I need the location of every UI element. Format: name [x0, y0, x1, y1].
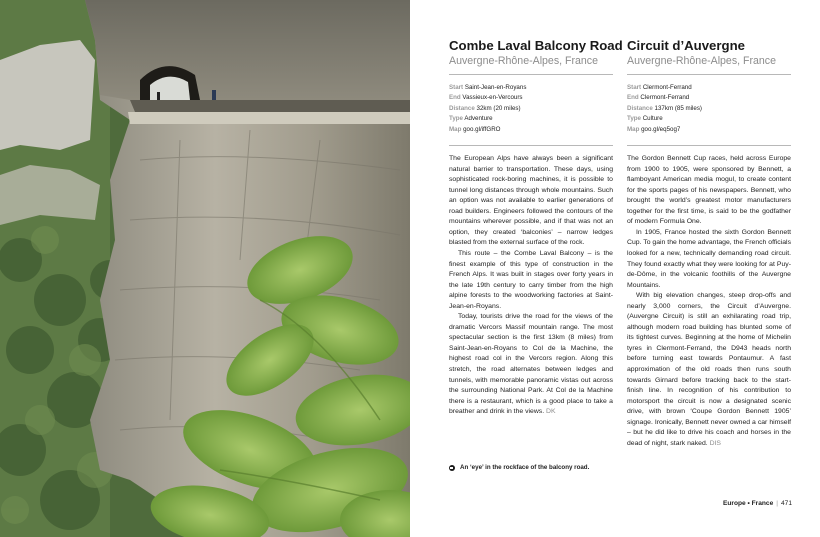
circuit-auvergne-article — [627, 38, 791, 449]
divider — [449, 145, 613, 146]
info-type: Type Adventure — [449, 115, 493, 123]
divider — [449, 74, 613, 75]
info-map: Map goo.gl/eq5og7 — [627, 125, 681, 133]
info-start: Start Clermont-Ferrand — [627, 84, 692, 91]
caption-arrow-icon — [449, 465, 455, 471]
article-body — [449, 154, 613, 418]
paragraph: The Gordon Bennett Cup races, held across Europe from 1900 to 1905, were sponsored by Bennett, a flamboyant American media mogul, to create content for the sports pages of his newspapers. Bennett, who brought the world’s greatest motor manufacturers together for the first time, is said to be the godfather of modern Formula One. — [627, 155, 791, 226]
info-distance: Distance 32km (20 miles) — [449, 104, 521, 112]
photo-caption — [449, 464, 619, 471]
info-distance: Distance 137km (85 miles) — [627, 104, 702, 112]
section-label: Europe • France — [722, 500, 774, 507]
paragraph: With big elevation changes, steep drop-offs and nearly 3,000 corners, the Circuit d’Auvergne. (Auvergne Circuit) is still an exhilarating road trip, although modern road building has blunted some of its tightest curves. Beginning at the home of Michelin tyres in Clermont-Ferrand, the D943 heads north before turning east towards Pontaumur. A fast approximation of the old roads then runs south towards Girnard before tracking back to the start-finish line. In recognition of his contribution to motorsport the circuit is now a designated scenic drive, with brown ‘Coupe Gordon Bennett 1905’ signage. Ironically, Bennett never owned a car himself – but he did like to drive his coach and horses in the dead of night, stark naked. DIS — [627, 292, 791, 447]
route-info — [449, 83, 613, 135]
caption-text: An ‘eye’ in the rockface of the balcony road. — [460, 464, 590, 471]
info-end: End Clermont-Ferrand — [627, 94, 690, 102]
paragraph: This route – the Combe Laval Balcony – is the finest example of this type of construction in the French Alps. It was built in stages over forty years in the late 19th century to carry timber from the high alpine forests to the woodworking factories at Saint-Jean-en-Royans. — [449, 249, 613, 310]
article-title: Combe Laval Balcony Road — [449, 38, 623, 53]
article-region: Auvergne-Rhône-Alpes, France — [449, 55, 598, 67]
info-type: Type Culture — [627, 115, 663, 123]
info-map: Map goo.gl/iffGRO — [449, 125, 501, 133]
article-region: Auvergne-Rhône-Alpes, France — [627, 55, 776, 67]
paragraph: Today, tourists drive the road for the views of the dramatic Vercors Massif mountain range. The most spectacular section is the first 13km (8 miles) from Saint-Jean-en-Royans to Col de la Machine, the highest road col in the Vercors region. Along this stretch, the road alternates between ledges and tunnels, with memorable panoramic vistas out across the surrounding National Park. At Col de la Machine there is a restaurant, which is a good place to take a breather and drink in the views. DK — [449, 313, 613, 416]
author-initials: DIS — [709, 439, 721, 447]
divider — [627, 145, 791, 146]
text-page — [410, 0, 820, 537]
route-info — [627, 83, 791, 135]
article-title: Circuit d’Auvergne — [627, 38, 745, 53]
combe-laval-article — [449, 38, 623, 418]
divider — [627, 74, 791, 75]
article-body — [627, 154, 791, 449]
paragraph: In 1905, France hosted the sixth Gordon Bennett Cup. To gain the home advantage, the French officials looked for a new, technically demanding road circuit. They found exactly what they were looking for at Puy-de-Dôme, in the volcanic foothills of the Auvergne Mountains. — [627, 228, 791, 289]
page-footer — [723, 500, 792, 507]
footer-separator: | — [776, 500, 778, 507]
paragraph: The European Alps have always been a significant natural barrier to transportation. These days, using sophisticated rock-boring machines, it is possible to tunnel long distances through whole mountains. Such an option was not available to earlier generations of road builders. Engineers followed the contours of the mountains wherever possible, and if that was not an option, they created ‘balconies’ – narrow ledges blasted from the external surface of the rock. — [449, 155, 613, 247]
info-start: Start Saint-Jean-en-Royans — [449, 84, 527, 91]
page-number: 471 — [780, 500, 792, 507]
info-end: End Vassieux-en-Vercours — [449, 94, 523, 102]
author-initials: DK — [546, 408, 556, 416]
